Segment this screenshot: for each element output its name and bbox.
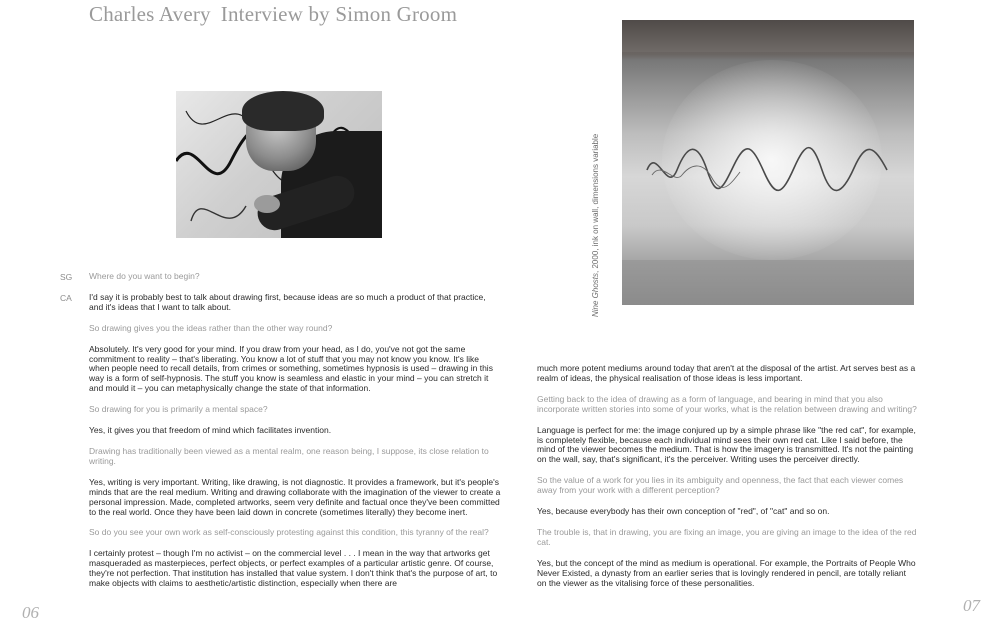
- speaker-label-ca: CA: [60, 293, 72, 303]
- page-title: [89, 2, 457, 27]
- artist-hand: [254, 195, 280, 213]
- caption-title: Nine Ghosts: [591, 272, 600, 317]
- interview-question: Drawing has traditionally been viewed as a mental realm, one reason being, I suppose, its close relation to writing.: [89, 445, 489, 466]
- interview-answer: I'd say it is probably best to talk about drawing first, because ideas are so much a product of that practice, and it's ideas that I want to talk about.: [89, 291, 486, 312]
- interview-answer: Yes, but the concept of the mind as medium is operational. For example, the Portraits of People Who Never Existed, a dynasty from an earlier series that is lovingly rendered in pencil, are totally reliant on the viewer as the vitalising force of these personalities.: [537, 557, 916, 588]
- interview-answer: much more potent mediums around today that aren't at the disposal of the artist. Art serves best as a realm of ideas, the physical realisation of those ideas is less important.: [537, 363, 916, 383]
- interview-column-right: [537, 364, 917, 600]
- interview-question: Where do you want to begin?: [89, 271, 200, 281]
- interview-answer: Yes, because everybody has their own conception of "red", of "cat" and so on.: [537, 506, 830, 517]
- interview-answer: I certainly protest – though I'm no activist – on the commercial level . . . I mean in the way that artworks get masqueraded as masterpieces, perfect objects, or perfect examples of a particular artistic genre. Of course, they're not perfection. That institution has installed that value system. I don't think that's the purpose of art, to make objects with claims to aesthetic/artistic distinction, especially when there are: [89, 548, 498, 589]
- artist-name: Charles Avery: [89, 2, 211, 26]
- artist-hair: [242, 91, 324, 131]
- interview-question: Getting back to the idea of drawing as a form of language, and bearing in mind that you also incorporate written stories into some of your works, what is the relation between drawing and writing?: [537, 393, 917, 414]
- interview-question: So do you see your own work as self-consciously protesting against this condition, this tyranny of the real?: [89, 527, 489, 538]
- image-caption: [591, 122, 614, 317]
- caption-details: , 2000, ink on wall, dimensions variable: [591, 133, 600, 273]
- interview-answer: Yes, it gives you that freedom of mind which facilitates invention.: [89, 425, 332, 436]
- interview-subtitle: Interview by Simon Groom: [220, 2, 458, 26]
- interview-question: So drawing for you is primarily a mental space?: [89, 404, 268, 415]
- gallery-installation-photo: [622, 20, 914, 305]
- interview-column-left: [89, 272, 501, 600]
- interview-answer: Yes, writing is very important. Writing, like drawing, is not diagnostic. It provides a framework, but it's people's minds that are the real medium. Writing and drawing collaborate with the imagination of the viewer to create a personal impression. Made, completed artworks, seem very definite and factual once they've been committed to the real world. Once they have been laid down in concrete (sometimes literally) they become inert.: [89, 476, 501, 517]
- page-number-left: 06: [22, 603, 39, 622]
- speaker-label-sg: SG: [60, 272, 73, 282]
- gallery-floor: [622, 260, 914, 305]
- interview-answer: Language is perfect for me: the image conjured up by a simple phrase like "the red cat", for example, is completely flexible, because each individual mind sees their own red cat. Like I said before, the mind of the viewer becomes the medium. That is how the imagery is transmitted. It's not the painting on the wall, say, that's significant, it's the perceiver. Writing uses the perceiver directly.: [537, 424, 916, 465]
- interview-question: The trouble is, that in drawing, you are fixing an image, you are giving an image to the idea of the red cat.: [537, 526, 917, 547]
- interview-question: So the value of a work for you lies in its ambiguity and openness, the fact that each viewer comes away from your work with a different perception?: [537, 475, 904, 496]
- interview-question: So drawing gives you the ideas rather than the other way round?: [89, 322, 333, 333]
- artist-drawing-photo: [176, 91, 382, 238]
- interview-answer: Absolutely. It's very good for your mind. If you draw from your head, as I do, you've not got the same commitment to reality – that's liberating. You know a lot of stuff that you may not know you know. It's like when people need to recall details, from crimes or something, sometimes hypnosis is used – drawing in this way is a form of self-hypnosis. The stuff you know is seamless and elastic in your mind – you can stretch it and mould it – you can metaphysically change the state of that information.: [89, 343, 493, 394]
- page-number-right: 07: [963, 596, 980, 615]
